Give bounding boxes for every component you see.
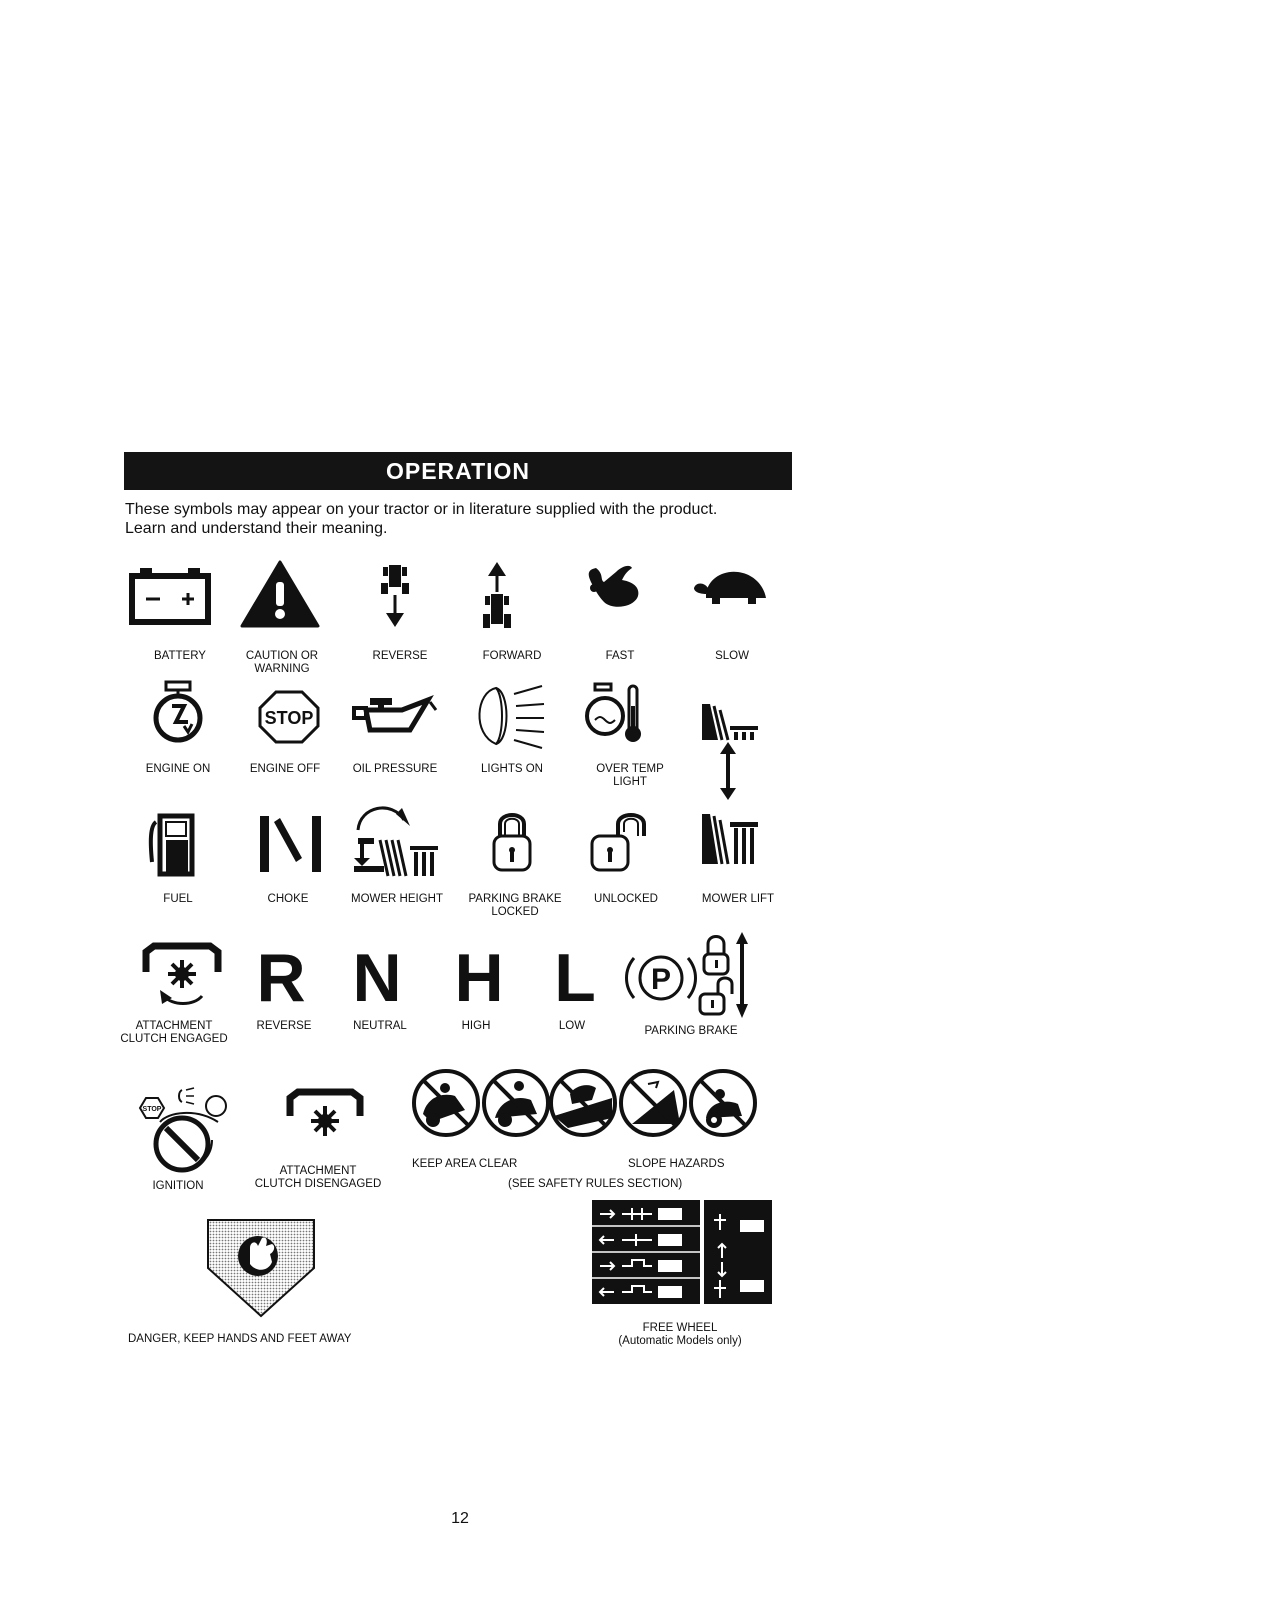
label-mower-lift: MOWER LIFT (701, 893, 775, 905)
label-parking-brake: PARKING BRAKE (644, 1025, 738, 1037)
label-lights-on: LIGHTS ON (481, 763, 543, 775)
keep-area-clear-icon-1 (411, 1068, 481, 1138)
label-attachment-disengaged-line-2: CLUTCH DISENGAGED (254, 1178, 382, 1190)
gear-high-letter: H (454, 940, 504, 1016)
parking-brake-lock-icon (696, 932, 756, 1020)
label-parking-brake-locked (460, 893, 570, 919)
label-free-wheel-line-1: FREE WHEEL (642, 1322, 718, 1334)
label-gear-reverse: REVERSE (256, 1020, 312, 1032)
label-slope-hazards: SLOPE HAZARDS (628, 1158, 725, 1170)
mower-lift-down-icon (700, 812, 760, 866)
attachment-clutch-engaged-icon (142, 942, 222, 1012)
rabbit-icon (582, 562, 644, 612)
danger-hand-icon (206, 1218, 316, 1318)
page-number: 12 (451, 1510, 469, 1527)
slope-hazard-icon-2 (618, 1068, 688, 1138)
intro-line-2: Learn and understand their meaning. (125, 520, 388, 537)
warning-triangle-icon (240, 560, 320, 628)
label-parking-brake-locked-line-1: PARKING BRAKE (468, 893, 562, 905)
choke-icon (258, 814, 324, 874)
mower-height-icon (352, 800, 442, 880)
label-over-temp (580, 763, 680, 789)
attachment-clutch-disengaged-icon (286, 1088, 364, 1140)
intro-text (125, 500, 805, 538)
turtle-icon (692, 568, 768, 606)
label-free-wheel-line-2: (Automatic Models only) (618, 1335, 742, 1347)
label-engine-off: ENGINE OFF (249, 763, 321, 775)
label-parking-brake-locked-line-2: LOCKED (491, 906, 539, 918)
slope-hazard-icon-3 (688, 1068, 758, 1138)
headlight-icon (470, 684, 550, 750)
label-forward: FORWARD (482, 650, 542, 662)
ignition-stop-text: STOP (142, 1106, 162, 1113)
label-ignition: IGNITION (152, 1180, 204, 1192)
gear-reverse-letter: R (256, 940, 306, 1016)
label-unlocked: UNLOCKED (594, 893, 658, 905)
mower-lift-up-icon (700, 702, 760, 742)
padlock-locked-icon (490, 808, 534, 874)
engine-on-icon (150, 682, 206, 744)
parking-p-letter: P (650, 963, 672, 996)
label-keep-area-clear: KEEP AREA CLEAR (412, 1158, 518, 1170)
label-oil-pressure: OIL PRESSURE (352, 763, 438, 775)
label-reverse: REVERSE (372, 650, 428, 662)
gear-low-letter: L (554, 940, 596, 1016)
label-fast: FAST (605, 650, 635, 662)
label-free-wheel (600, 1322, 760, 1348)
label-engine-on: ENGINE ON (145, 763, 211, 775)
label-attachment-engaged (110, 1020, 238, 1046)
label-attachment-engaged-line-1: ATTACHMENT (135, 1020, 213, 1032)
intro-line-1: These symbols may appear on your tractor or in literature supplied with the product. (125, 501, 718, 518)
label-choke: CHOKE (267, 893, 309, 905)
label-over-temp-line-1: OVER TEMP (596, 763, 664, 775)
free-wheel-diagram (592, 1200, 772, 1304)
label-slow: SLOW (715, 650, 749, 662)
engine-off-stop-icon (258, 690, 320, 744)
battery-icon (128, 568, 212, 624)
label-caution-line-1: CAUTION OR (245, 650, 319, 662)
label-attachment-disengaged-line-1: ATTACHMENT (279, 1165, 357, 1177)
ignition-switch-icon (138, 1084, 238, 1176)
forward-tractor-icon (482, 560, 512, 630)
keep-area-clear-icon-2 (481, 1068, 551, 1138)
padlock-unlocked-icon (588, 808, 654, 874)
label-attachment-engaged-line-2: CLUTCH ENGAGED (120, 1033, 228, 1045)
label-neutral: NEUTRAL (353, 1020, 407, 1032)
gear-neutral-letter: N (352, 940, 402, 1016)
section-title: OPERATION (385, 458, 531, 484)
parking-brake-p-icon (626, 950, 696, 1006)
stop-text: STOP (264, 708, 314, 728)
label-mower-height: MOWER HEIGHT (351, 893, 443, 905)
label-high: HIGH (461, 1020, 491, 1032)
label-danger-hands: DANGER, KEEP HANDS AND FEET AWAY (128, 1333, 352, 1345)
reverse-tractor-icon (380, 563, 410, 629)
oil-can-icon (352, 696, 438, 742)
label-fuel: FUEL (163, 893, 193, 905)
double-arrow-icon (718, 742, 738, 800)
label-see-safety: (SEE SAFETY RULES SECTION) (508, 1178, 683, 1190)
label-attachment-disengaged (248, 1165, 388, 1191)
label-low: LOW (558, 1020, 586, 1032)
fuel-pump-icon (148, 812, 200, 876)
slope-hazard-icon-1 (548, 1068, 618, 1138)
label-battery: BATTERY (154, 650, 206, 662)
label-caution-line-2: WARNING (254, 663, 310, 675)
over-temp-icon (585, 682, 645, 746)
label-over-temp-line-2: LIGHT (613, 776, 647, 788)
label-caution (232, 650, 332, 676)
